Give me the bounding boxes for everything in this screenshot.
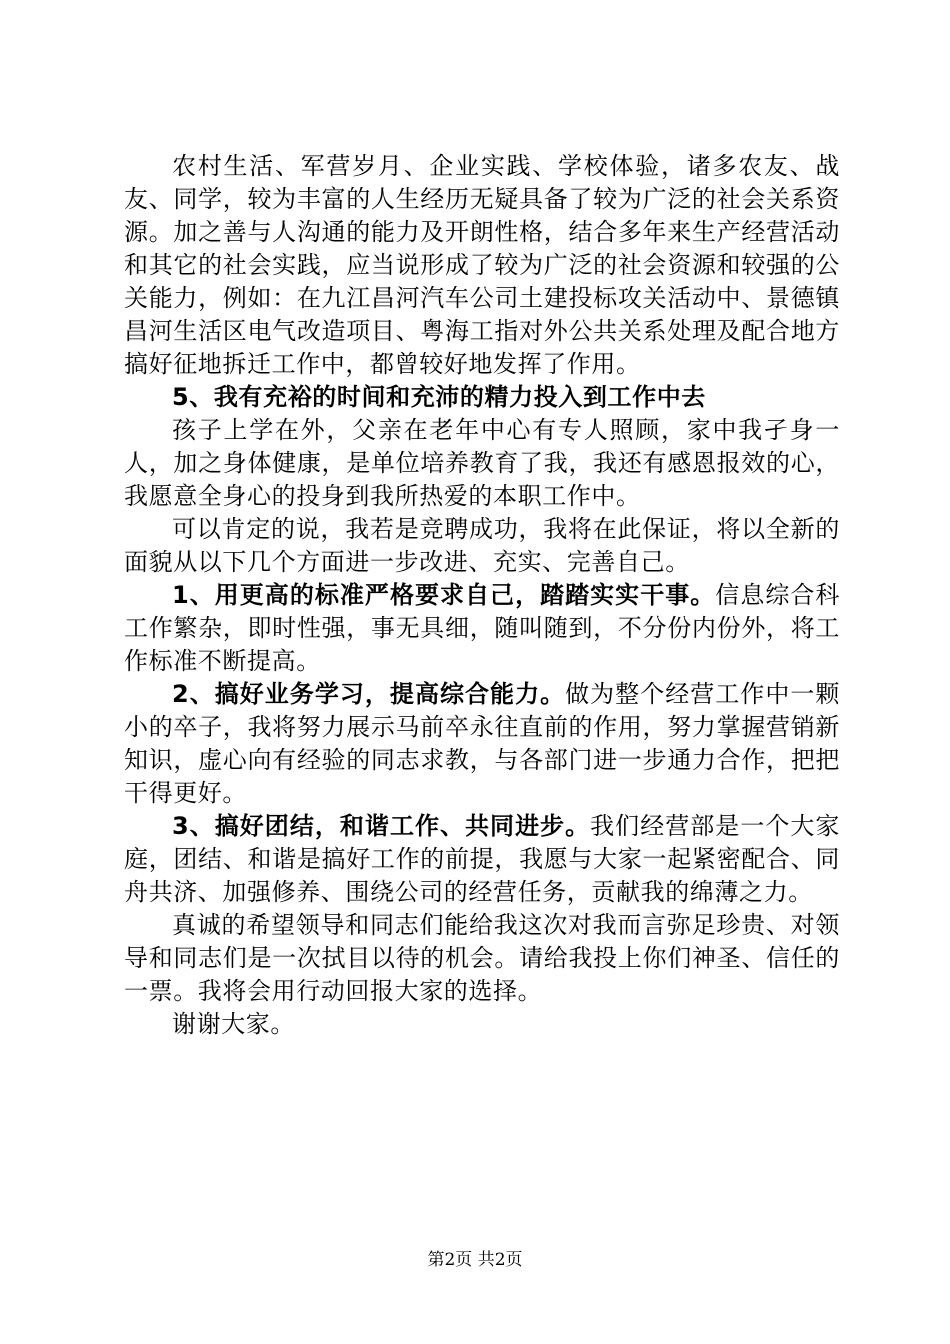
list-item-3-text: 我们经营部是一个大家庭，团结、和谐是搞好工作的前提，我愿与大家一起紧密配合、同舟共济、加强修养、围绕公司的经营任务，贡献我的绵薄之力。 xyxy=(124,812,840,906)
list-item-1-title: 1、用更高的标准严格要求自己，踏踏实实干事。 xyxy=(172,581,716,609)
list-item-3-title: 3、搞好团结，和谐工作、共同进步。 xyxy=(172,812,591,840)
paragraph-family: 孩子上学在外，父亲在老年中心有专人照顾，家中我孑身一人，加之身体健康，是单位培养教育了我，我还有感恩报效的心，我愿意全身心的投身到我所热爱的本职工作中。 xyxy=(124,416,840,510)
list-item-1-text: 信息综合科工作繁杂，即时性强，事无具细，随叫随到，不分份内份外，将工作标准不断提高。 xyxy=(124,581,841,675)
list-item-1 xyxy=(124,579,840,678)
paragraph-appeal: 真诚的希望领导和同志们能给我这次对我而言弥足珍贵、对领导和同志们是一次拭目以待的机会。请给我投上你们神圣、信任的一票。我将会用行动回报大家的选择。 xyxy=(124,911,840,1005)
paragraph-thanks: 谢谢大家。 xyxy=(172,1010,295,1038)
list-item-2-text: 做为整个经营工作中一颗小的卒子，我将努力展示马前卒永往直前的作用，努力掌握营销新知识，虚心向有经验的同志求教，与各部门进一步通力合作，把把干得更好。 xyxy=(124,680,840,807)
document-body xyxy=(124,150,840,1041)
paragraph-social-resources: 农村生活、军营岁月、企业实践、学校体验，诸多农友、战友、同学，较为丰富的人生经历无疑具备了较为广泛的社会关系资源。加之善与人沟通的能力及开朗性格，结合多年来生产经营活动和其它的社会实践，应当说形成了较为广泛的社会资源和较强的公关能力，例如：在九江昌河汽车公司土建投标攻关活动中、景德镇昌河生活区电气改造项目、粤海工指对外公共关系处理及配合地方搞好征地拆迁工作中，都曾较好地发挥了作用。 xyxy=(124,152,840,378)
list-item-3 xyxy=(124,810,840,909)
list-item-2 xyxy=(124,678,840,810)
page-footer: 第2页 共2页 xyxy=(427,1250,523,1270)
paragraph-commitment: 可以肯定的说，我若是竞聘成功，我将在此保证，将以全新的面貌从以下几个方面进一步改进、充实、完善自己。 xyxy=(124,515,840,576)
heading-time-energy: 5、我有充裕的时间和充沛的精力投入到工作中去 xyxy=(172,383,706,411)
list-item-2-title: 2、搞好业务学习，提高综合能力。 xyxy=(172,680,566,708)
